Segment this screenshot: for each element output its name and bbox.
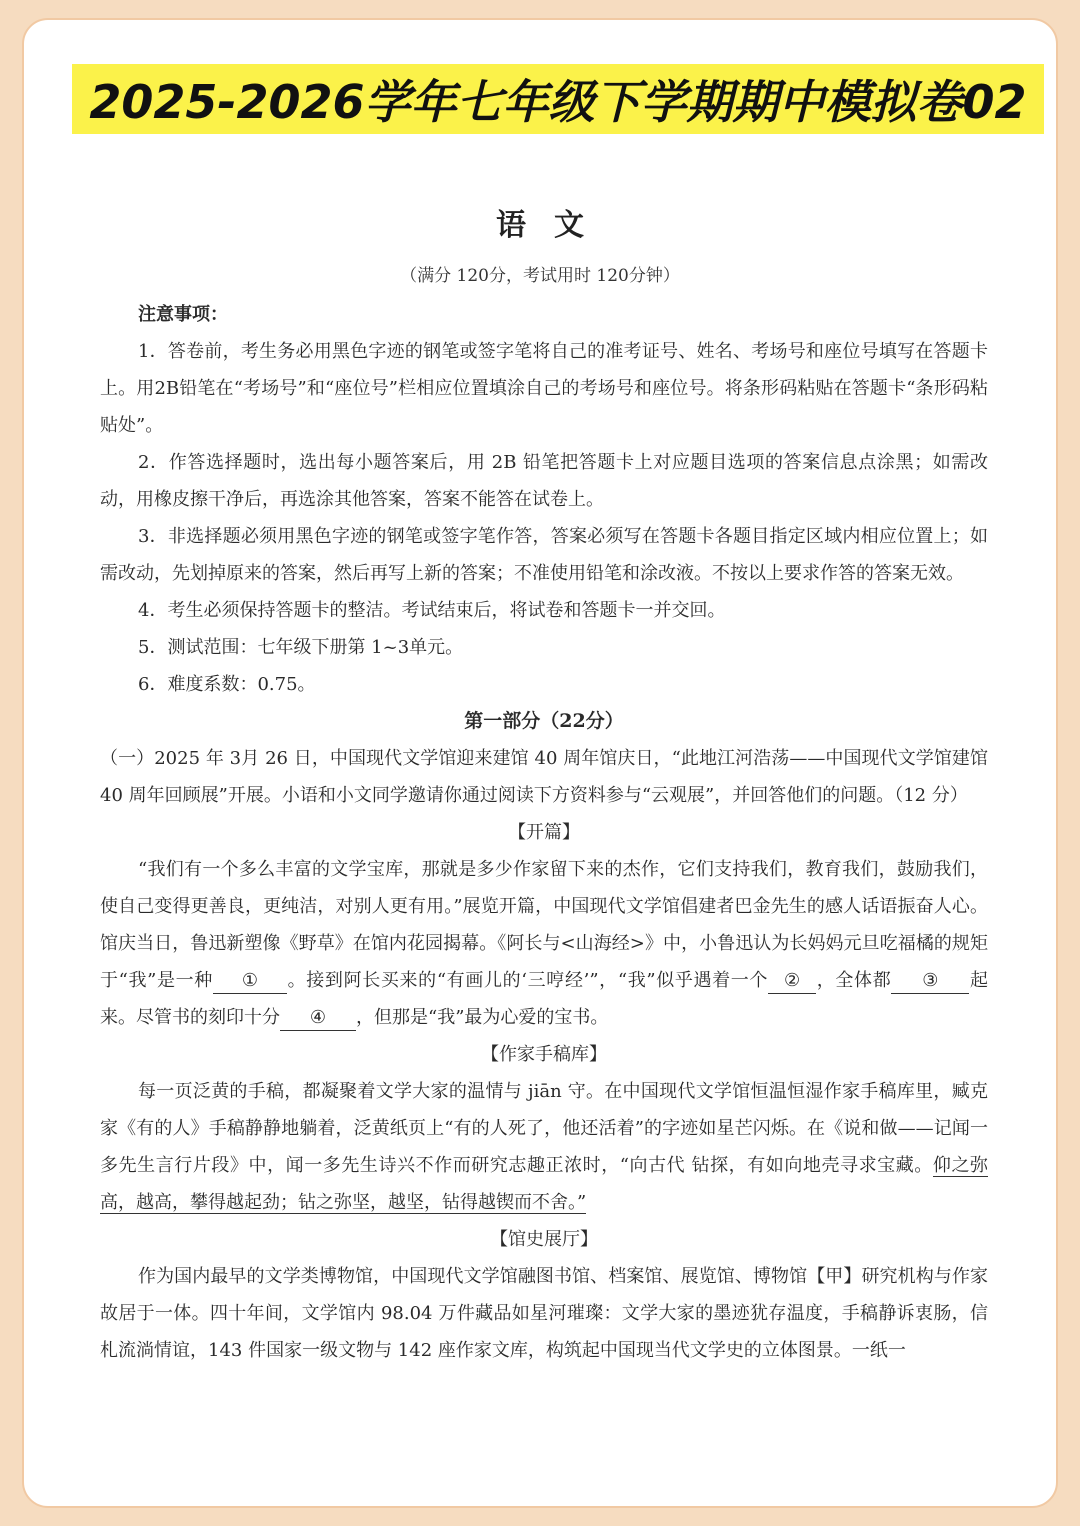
notice-item: 5．测试范围：七年级下册第 1~3单元。 — [138, 637, 464, 658]
page-frame — [22, 18, 1058, 1508]
part-one-title: 第一部分（22分） — [464, 710, 624, 732]
subject-heading: 语文 — [496, 208, 612, 243]
notice-item: 3．非选择题必须用黑色字迹的钢笔或签字笔作答，答案必须写在答题卡各题目指定区域内相应位置上；如需改动，先划掉原来的答案，然后再写上新的答案；不准使用铅笔和涂改液。不按以上要求作答的答案无效。 — [100, 526, 988, 584]
manuscripts-text: 每一页泛黄的手稿，都凝聚着文学大家的温情与 jiān 守。在中国现代文学馆恒温恒湿作家手稿库里，臧克家《有的人》手稿静静地躺着，泛黄纸页上“有的人死了，他还活着”的字迹如星芒闪烁。在《说和做——记闻一多先生言行片段》中，闻一多先生诗兴不作而研究志趣正浓时，“向古代 钻探，有如向地壳寻求宝藏。 — [100, 1081, 988, 1176]
notice-item: 6．难度系数：0.75。 — [138, 674, 316, 695]
document-body — [100, 292, 988, 1369]
section-title-history: 【馆史展厅】 — [490, 1229, 598, 1250]
history-paragraph: 作为国内最早的文学类博物馆，中国现代文学馆融图书馆、档案馆、展览馆、博物馆【甲】研究机构与作家故居于一体。四十年间，文学馆内 98.04 万件藏品如星河璀璨：文学大家的墨迹犹存温度，手稿静诉衷肠，信札流淌情谊，143 件国家一级文物与 142 座作家文库，构筑起中国现当代文学史的立体图景。一纸一 — [100, 1266, 988, 1361]
section-title-opening: 【开篇】 — [508, 822, 580, 843]
blank-1: ① — [213, 969, 287, 994]
opening-text: 起来。尽管书的刻印十分 — [100, 970, 989, 1028]
opening-text: ，全体都 — [816, 970, 892, 991]
underlined-quote: 仰之弥高，越高，攀得越起劲；钻之弥坚，越坚，钻得越锲而不舍。” — [100, 1155, 989, 1213]
blank-2: ② — [768, 969, 816, 994]
opening-text: “我们有一个多么丰富的文学宝库，那就是多少作家留下来的杰作，它们支持我们，教育我们，鼓励我们，使自己变得更善良，更纯洁，对别人更有用。”展览开篇，中国现代文学馆倡建者巴金先生的感人话语振奋人心。馆庆当日，鲁迅新塑像《野草》在馆内花园揭幕。《阿长与<山海经>》中，小鲁迅认为长妈妈元旦吃福橘的规矩于“我”是一种 — [100, 859, 988, 991]
opening-text: 。接到阿长买来的“有画儿的‘三哼经’”，“我”似乎遇着一个 — [286, 970, 769, 991]
exam-title: 2025-2026学年七年级下学期期中模拟卷02 — [89, 75, 1027, 129]
blank-4: ④ — [280, 1006, 356, 1031]
question-intro: （一）2025 年 3月 26 日，中国现代文学馆迎来建馆 40 周年馆庆日，“此地江河浩荡——中国现代文学馆建馆 40 周年回顾展”开展。小语和小文同学邀请你通过阅读下方资料参与“云观展”，并回答他们的问题。（12 分） — [100, 748, 988, 806]
notice-item: 1．答卷前，考生务必用黑色字迹的钢笔或签字笔将自己的准考证号、姓名、考场号和座位号填写在答题卡上。用2B铅笔在“考场号”和“座位号”栏相应位置填涂自己的考场号和座位号。将条形码粘贴在答题卡“条形码粘贴处”。 — [100, 341, 988, 436]
manuscripts-paragraph — [100, 1073, 988, 1221]
opening-text: ，但那是“我”最为心爱的宝书。 — [356, 1007, 609, 1028]
notice-item: 2．作答选择题时，选出每小题答案后，用 2B 铅笔把答题卡上对应题目选项的答案信息点涂黑；如需改动，用橡皮擦干净后，再选涂其他答案，答案不能答在试卷上。 — [100, 452, 988, 510]
section-title-manuscripts: 【作家手稿库】 — [481, 1044, 607, 1065]
score-info: （满分 120分，考试用时 120分钟） — [400, 266, 680, 286]
notice-item: 4．考生必须保持答题卡的整洁。考试结束后，将试卷和答题卡一并交回。 — [138, 600, 726, 621]
opening-paragraph — [100, 851, 988, 1036]
blank-3: ③ — [891, 969, 969, 994]
title-banner — [72, 64, 1044, 134]
notice-heading: 注意事项： — [138, 304, 228, 325]
